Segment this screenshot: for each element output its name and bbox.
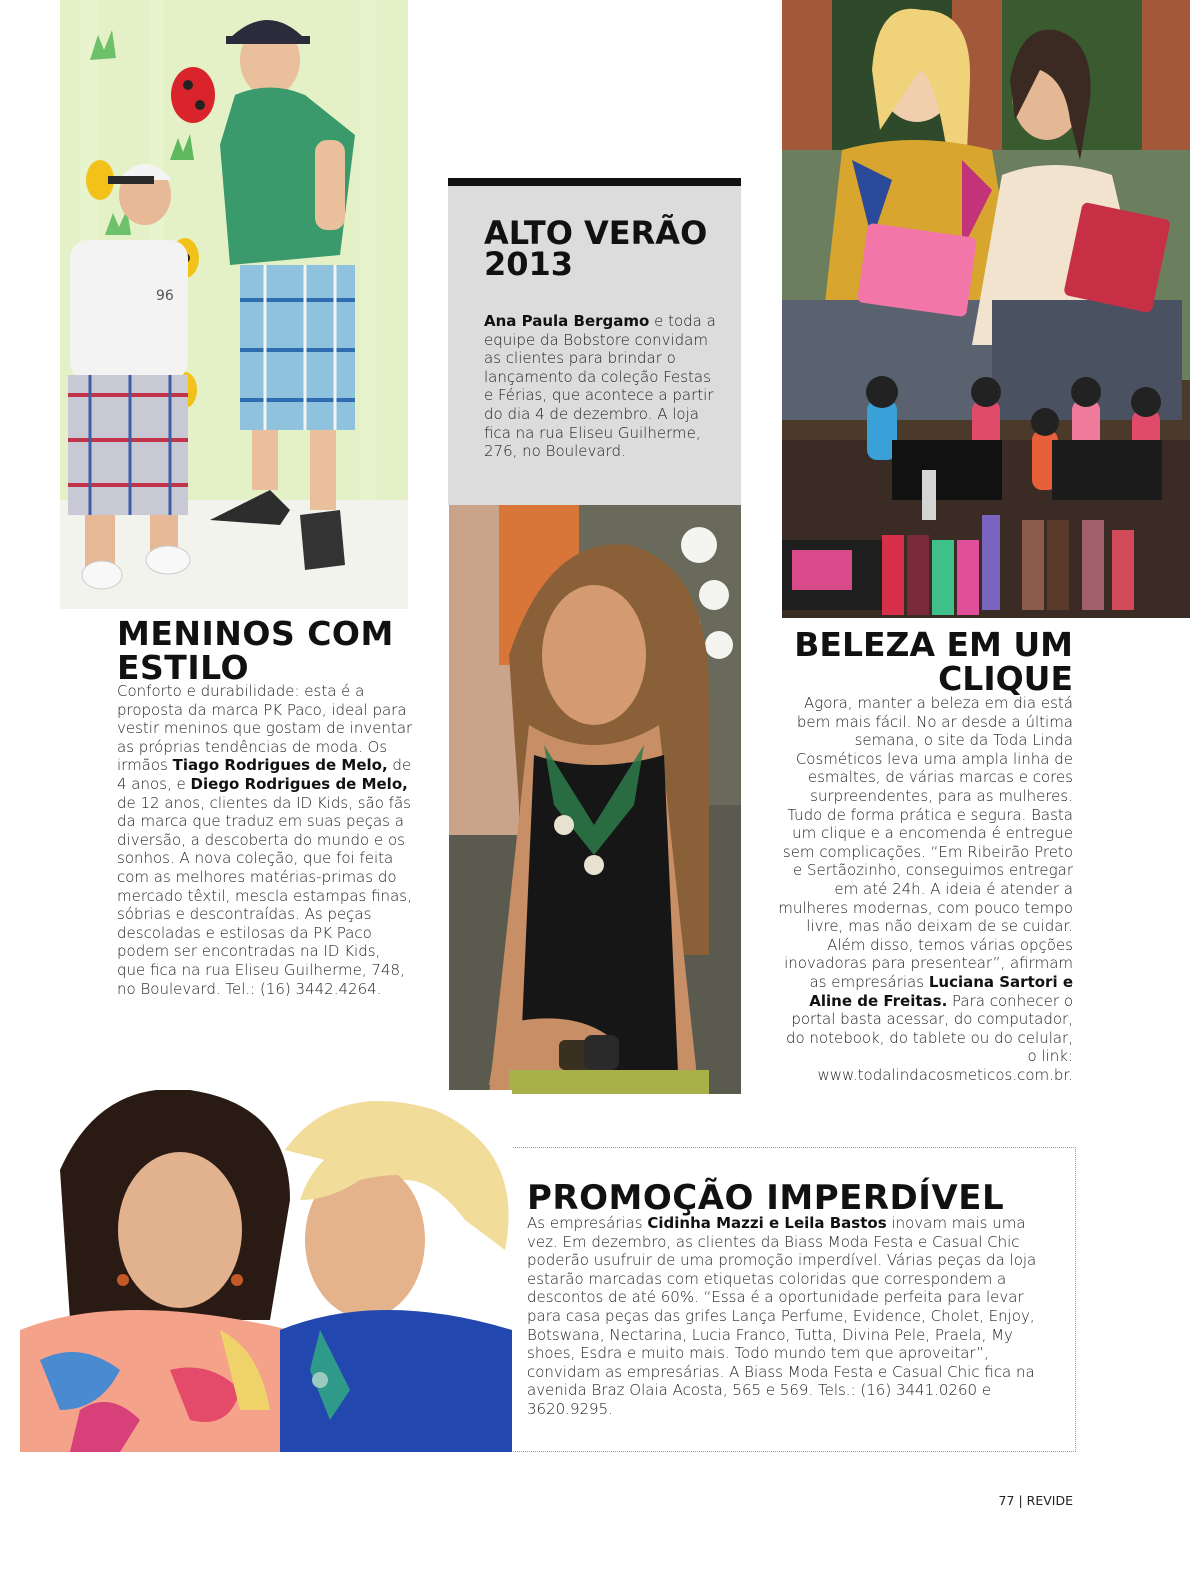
text-run: Conforto e durabilidade: esta é a proposta da marca PK Paco, ideal para vestir meninos que gostam de inventar as próprias tendências de moda. Os irmãos xyxy=(117,682,413,775)
alto-verao-body xyxy=(484,312,719,461)
text-run: inovam mais uma vez. Em dezembro, as clientes da Biass Moda Festa e Casual Chic poderão usufruir de uma promoção imperdível. Várias peças da loja estarão marcadas com etiquetas coloridas que correspondem a descontos de até 60%. “Essa é a oportunidade perfeita para levar para casa peças das grifes Lança Perfume, Evidence, Cholet, Enjoy, Botswana, Nectarina, Lucia Franco, Tutta, Divina Pele, Praela, My shoes, Esdra e muito mais. Todo mundo tem que aproveitar”, convidam as empresárias. A Biass Moda Festa e Casual Chic fica na avenida Braz Olaia Acosta, 565 e 569. Tels.: (16) 3441.0260 e 3620.9295. xyxy=(527,1214,1037,1418)
page-footer xyxy=(999,1493,1073,1508)
photo-cidinha-leila xyxy=(20,1090,512,1452)
page-number: 77 xyxy=(998,1493,1015,1508)
magazine-name: REVIDE xyxy=(1026,1493,1073,1508)
meninos-headline: MENINOS COM ESTILO xyxy=(117,614,394,687)
photo-empresarias-cosmeticos xyxy=(782,0,1190,618)
text-run: Agora, manter a beleza em dia está bem mais fácil. No ar desde a última semana, o site da Toda Linda Cosméticos leva uma ampla linha de esmaltes, de várias marcas e cores surpreendentes, para as mulheres. Tudo de forma prática e segura. Basta um clique e a encomenda é entregue sem complicações. “Em Ribeirão Preto e Sertãozinho, conseguimos entregar em até 24h. A ideia é atender a mulheres modernas, com pouco tempo livre, mas não deixam de se cuidar. Além disso, temos várias opções inovadoras para presentear”, afirmam as empresárias xyxy=(778,694,1073,991)
meninos-body xyxy=(117,682,413,998)
svg-text:96: 96 xyxy=(156,288,174,304)
bold-name: Tiago Rodrigues de Melo, xyxy=(172,756,388,775)
text-run: de 12 anos, clientes da ID Kids, são fãs da marca que traduz em suas peças a diversão, a descoberta do mundo e os sonhos. A nova coleção, que foi feita com as melhores matérias-primas do mercado têxtil, mescla estampas finas, sóbrias e descontraídas. As peças descoladas e estilosas da PK Paco podem ser encontradas na ID Kids, que fica na rua Eliseu Guilherme, 748, no Boulevard. Tel.: (16) 3442.4264. xyxy=(117,793,412,998)
bold-name: Ana Paula Bergamo xyxy=(484,312,650,330)
text-run: de 4 anos, e xyxy=(117,756,412,793)
bold-name: Cidinha Mazzi e Leila Bastos xyxy=(647,1214,887,1232)
text-run: As empresárias xyxy=(527,1214,648,1232)
bold-name: Diego Rodrigues de Melo, xyxy=(190,774,408,793)
alto-verao-headline: ALTO VERÃO 2013 xyxy=(484,214,708,283)
text-run: Para conhecer o portal basta acessar, do computador, do notebook, do tablete ou do celular, o link: www.todalindacosmeticos.com.br. xyxy=(785,991,1073,1084)
bold-name: Luciana Sartori e Aline de Freitas. xyxy=(809,972,1073,1010)
footer-separator: | xyxy=(1018,1493,1023,1508)
photo-boys xyxy=(60,0,408,609)
beleza-body xyxy=(773,694,1073,1084)
beleza-headline: BELEZA EM UM CLIQUE xyxy=(794,625,1073,698)
photo-ana-paula xyxy=(449,505,741,1094)
promocao-body xyxy=(527,1214,1042,1419)
text-run: e toda a equipe da Bobstore convidam as clientes para brindar o lançamento da coleção Festas e Férias, que acontece a partir do dia 4 de dezembro. A loja fica na rua Eliseu Guilherme, 276, no Boulevard. xyxy=(484,312,716,461)
promocao-headline: PROMOÇÃO IMPERDÍVEL xyxy=(527,1178,1005,1218)
